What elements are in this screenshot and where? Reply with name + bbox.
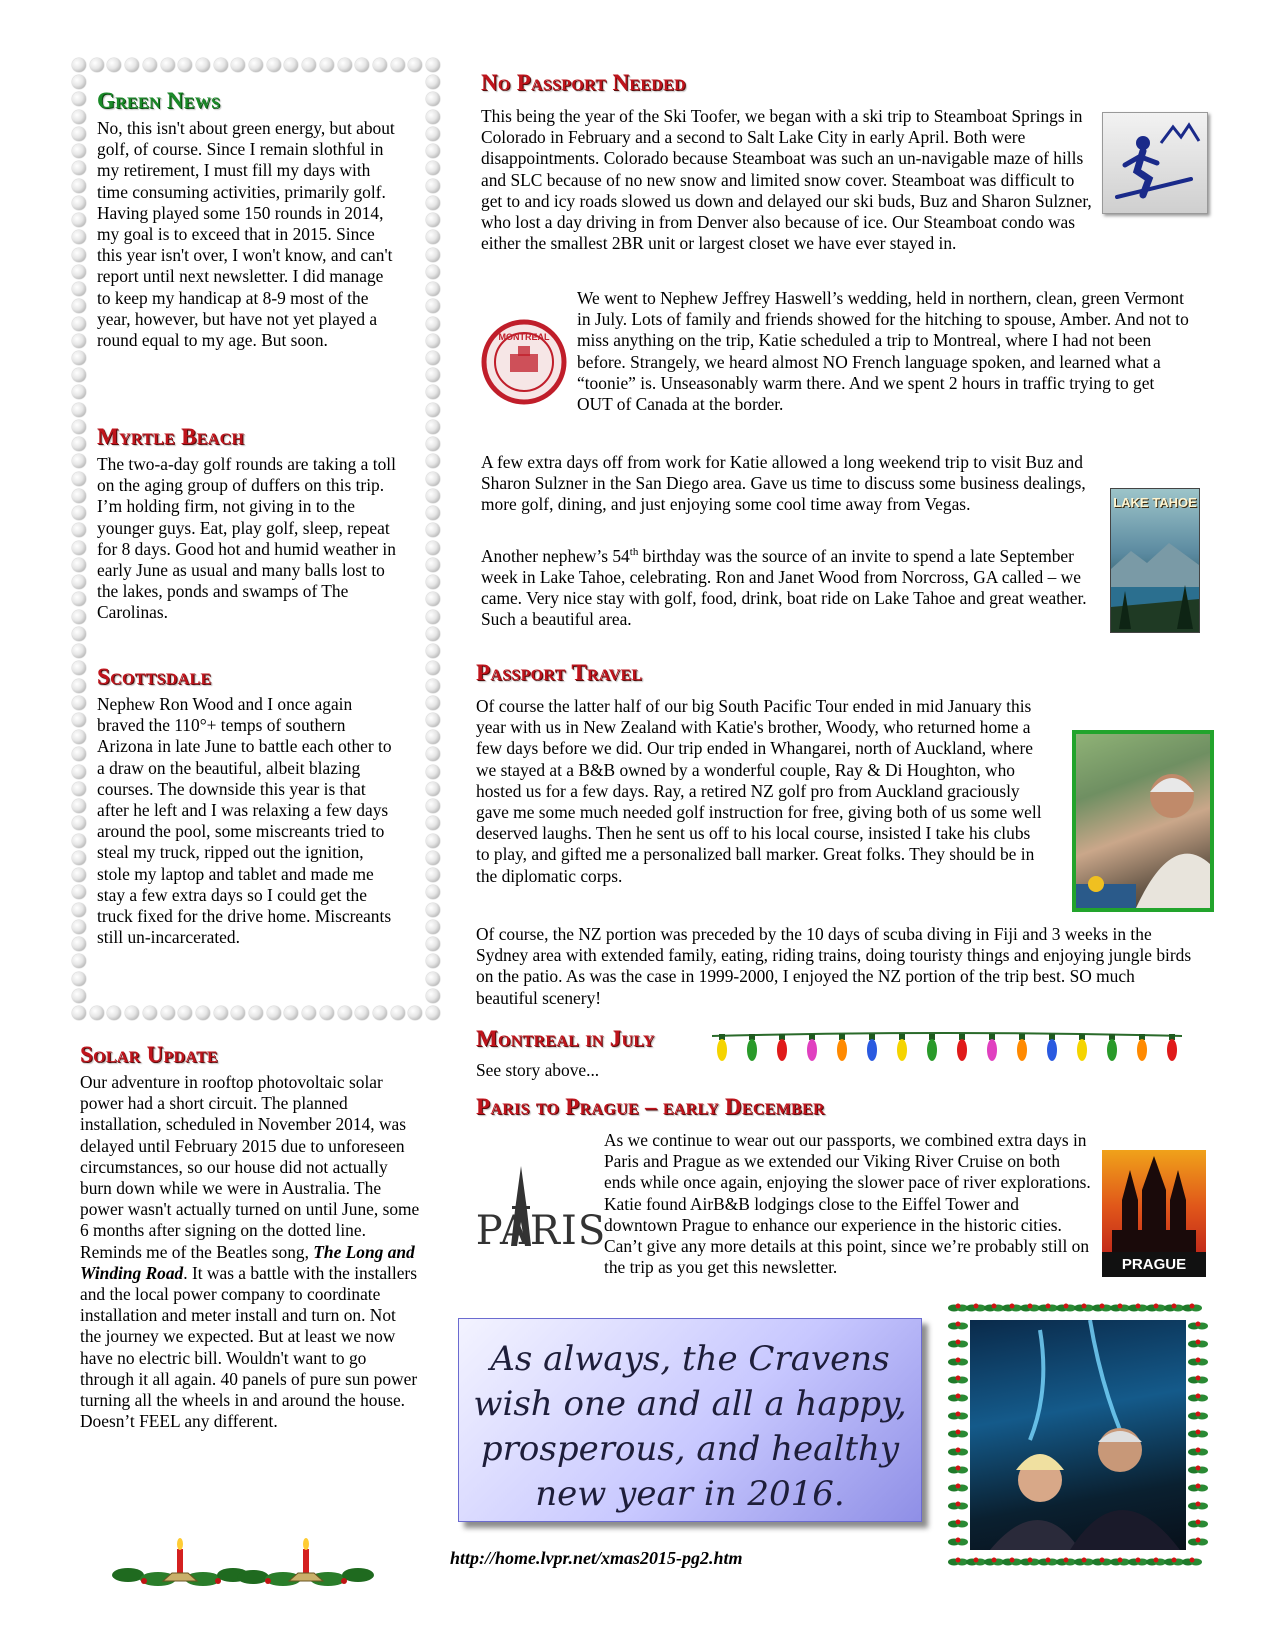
holly-leaf-icon [948,1322,968,1330]
holly-leaf-icon [948,1304,968,1312]
golf-ball-icon [373,58,387,72]
golf-ball-icon [107,58,121,72]
golf-ball-icon [72,644,86,658]
golf-ball-icon [72,489,86,503]
montreal-july-body: See story above... [476,1060,600,1080]
golf-ball-icon [214,58,228,72]
holly-leaf-icon [1110,1558,1130,1566]
golf-ball-icon [161,1006,175,1020]
golf-ball-icon [72,454,86,468]
golf-ball-icon [426,437,440,451]
prague-image [1102,1150,1206,1277]
holly-leaf-icon [1164,1304,1184,1312]
golf-ball-icon [125,58,139,72]
paris-prague-section [476,1094,1096,1120]
golf-ball-icon [426,92,440,106]
golf-ball-icon [426,696,440,710]
golf-ball-icon [320,58,334,72]
golf-ball-icon [72,920,86,934]
solar-update-section [80,1042,420,1432]
golf-ball-icon [72,627,86,641]
golf-ball-icon [426,230,440,244]
holly-leaf-icon [1002,1304,1022,1312]
golf-ball-icon [72,110,86,124]
christmas-bulb-icon [717,1034,727,1061]
golf-ball-icon [391,58,405,72]
golf-ball-icon [391,1006,405,1020]
golf-ball-icon [426,420,440,434]
golf-ball-icon [72,523,86,537]
golf-ball-icon [196,58,210,72]
golf-ball-icon [72,782,86,796]
golf-ball-icon [72,885,86,899]
golf-ball-icon [426,920,440,934]
golf-ball-icon [72,937,86,951]
holly-leaf-icon [948,1376,968,1384]
golf-ball-icon [72,696,86,710]
golf-ball-icon [426,834,440,848]
golf-ball-icon [426,868,440,882]
golf-ball-icon [72,868,86,882]
holly-leaf-icon [1038,1304,1058,1312]
golf-ball-icon [72,92,86,106]
golf-ball-icon [426,644,440,658]
golf-ball-icon [426,816,440,830]
myrtle-beach-heading: Myrtle Beach [97,424,245,449]
christmas-bulb-icon [1167,1034,1177,1061]
golf-ball-icon [408,58,422,72]
golf-ball-icon [426,368,440,382]
golf-ball-icon [284,1006,298,1020]
scottsdale-body: Nephew Ron Wood and I once again braved the 110°+ temps of southern Arizona in late June to battle each other to a draw on the beautiful, albeit blazing courses. The downside this year is that after he left and I was relaxing a few days around the pool, some miscreants tried to steal my truck, ripped out the ignition, stole my laptop and tablet and made me stay a few extra days so I could get the truck fixed for the drive home. Miscreants still un-incarcerated. [97,694,392,948]
golf-ball-icon [426,523,440,537]
golf-ball-icon [72,834,86,848]
solar-update-text-2: . It was a battle with the installers and the local power company to coordinate installation and meter install and turn on. Not the journey we expected. But at least we now have no electric bill. Wouldn't want to go through it all again. 40 panels of pure sun power turning all the wheels in and around the house. Doesn’t FEEL any different. [80,1262,418,1432]
golf-ball-icon [426,317,440,331]
holly-leaf-icon [1188,1394,1208,1402]
no-passport-p4-text-b: birthday was the source of an invite to spend a late September week in Lake Tahoe, celebrating. Ron and Janet Wood from Norcross, GA called – we came. Very nice stay with golf, food, drink, boat ride on Lake Tahoe and great weather. Such a beautiful area. [481,545,1087,630]
golf-ball-icon [302,1006,316,1020]
no-passport-p1: This being the year of the Ski Toofer, we began with a ski trip to Steamboat Springs in Colorado in February and a second to Salt Lake City in early April. Both were disappointments. Colorado because Steamboat was such an un-navigable maze of hills and SLC because of no new snow and limited snow cover. Steamboat was difficult to get to and icy roads slowed us down and delayed our ski buds, Buz and Sharon Sulzner, who lost a day driving in from Denver also because of ice. Our Steamboat condo was either the smallest 2BR unit or largest closet we have ever stayed in. [481,106,1092,254]
golf-ball-icon [72,58,86,72]
golf-ball-icon [196,1006,210,1020]
christmas-bulb-icon [927,1034,937,1061]
prague-label: PRAGUE [1121,1256,1187,1273]
golf-ball-icon [72,179,86,193]
golf-ball-icon [72,317,86,331]
christmas-bulb-icon [957,1034,967,1061]
montreal-july-section [476,1026,716,1052]
footer-url[interactable]: http://home.lvpr.net/xmas2015-pg2.htm [450,1548,743,1568]
no-passport-p3: A few extra days off from work for Katie allowed a long weekend trip to visit Buz and Sharon Sulzner in the San Diego area. Gave us time to discuss some business dealings, more golf, dining, and just enjoying some cool time away from Vegas. [481,452,1086,515]
golf-ball-icon [426,489,440,503]
golf-ball-icon [320,1006,334,1020]
green-news-body: No, this isn't about green energy, but about golf, of course. Since I remain slothful in my retirement, I must fill my days with time consuming activities, primarily golf. Having played some 150 rounds in 2014, my goal is to exceed that in 2015. Since this year isn't over, I won't know, and can't report until next newsletter. I did manage to keep my handicap at 8-9 most of the year, however, but have not yet played a round equal to my age. But soon. [97,118,395,351]
golf-ball-icon [267,1006,281,1020]
holly-leaf-icon [1056,1558,1076,1566]
golf-ball-icon [90,1006,104,1020]
golf-ball-icon [426,58,440,72]
holly-leaf-icon [1188,1376,1208,1384]
holly-leaf-icon [948,1538,968,1546]
holly-leaf-icon [1188,1340,1208,1348]
golf-ball-icon [408,1006,422,1020]
greeting-box [458,1318,922,1522]
golf-ball-icon [72,420,86,434]
golf-ball-icon [72,368,86,382]
solar-update-text-1: Our adventure in rooftop photovoltaic solar power had a short circuit. The planned installation, scheduled in November 2014, was delayed until February 2015 due to unforeseen circumstances, so our house did not actually burn down while we were in Australia. The power wasn't actually turned on until June, some 6 months after signing on the dotted line. Reminds me of the Beatles song, [80,1072,420,1262]
golf-ball-icon [426,75,440,89]
golf-ball-icon [426,454,440,468]
golf-ball-icon [72,1006,86,1020]
golf-ball-icon [72,472,86,486]
montreal-stamp-label: MONTREAL [498,332,550,342]
golf-ball-icon [426,747,440,761]
golf-ball-icon [426,144,440,158]
golf-ball-icon [72,575,86,589]
golf-ball-icon [125,1006,139,1020]
holly-leaf-icon [1146,1304,1166,1312]
golf-ball-icon [426,265,440,279]
golf-ball-icon [426,610,440,624]
golf-ball-icon [214,1006,228,1020]
paris-prague-heading: Paris to Prague – early December [476,1094,825,1119]
holly-leaf-icon [1188,1538,1208,1546]
myrtle-beach-section [97,424,399,624]
greeting-line-1: As always, the Cravens [490,1339,890,1379]
golf-ball-icon [373,1006,387,1020]
holly-leaf-icon [1092,1558,1112,1566]
golf-ball-icon [426,213,440,227]
golf-ball-icon [426,679,440,693]
golf-ball-icon [338,1006,352,1020]
golf-ball-icon [249,58,263,72]
golf-ball-icon [72,558,86,572]
golf-ball-icon [355,58,369,72]
golf-ball-icon [72,213,86,227]
christmas-bulb-icon [1047,1034,1057,1061]
skier-icon [1102,112,1208,214]
golf-ball-icon [72,144,86,158]
holly-leaf-icon [1020,1558,1040,1566]
golf-ball-icon [426,1006,440,1020]
golf-ball-icon [72,765,86,779]
golf-ball-icon [161,58,175,72]
golf-ball-icon [426,334,440,348]
holly-leaf-icon [1056,1304,1076,1312]
golf-ball-icon [72,989,86,1003]
holly-leaf-icon [1038,1558,1058,1566]
holly-leaf-icon [1182,1304,1202,1312]
golf-ball-icon [72,299,86,313]
christmas-bulb-icon [897,1034,907,1061]
passport-travel-heading: Passport Travel [476,660,643,685]
golf-ball-icon [302,58,316,72]
holly-leaf-icon [1128,1558,1148,1566]
holly-leaf-icon [948,1448,968,1456]
montreal-july-heading: Montreal in July [476,1026,655,1051]
golf-ball-icon [72,541,86,555]
golf-ball-icon [72,903,86,917]
golf-ball-icon [72,385,86,399]
golf-ball-icon [107,1006,121,1020]
golf-ball-icon [426,592,440,606]
golf-ball-icon [426,506,440,520]
holly-leaf-icon [948,1502,968,1510]
holly-leaf-icon [948,1430,968,1438]
golf-ball-icon [426,954,440,968]
holly-leaf-icon [1110,1304,1130,1312]
christmas-lights-strand [712,1028,1182,1068]
golf-ball-icon [72,679,86,693]
golf-ball-icon [72,265,86,279]
golf-ball-icon [178,1006,192,1020]
holly-leaf-icon [984,1558,1004,1566]
golf-ball-icon [72,747,86,761]
golf-ball-icon [72,403,86,417]
lake-tahoe-poster [1110,488,1200,633]
no-passport-section [481,70,1201,96]
christmas-bulb-icon [837,1034,847,1061]
golf-ball-icon [72,127,86,141]
holly-leaf-icon [948,1340,968,1348]
holly-leaf-icon [1188,1448,1208,1456]
golf-ball-icon [426,403,440,417]
holly-leaf-icon [1188,1484,1208,1492]
holly-leaf-icon [1164,1558,1184,1566]
golf-ball-icon [426,782,440,796]
no-passport-heading: No Passport Needed [481,70,686,95]
golf-ball-icon [231,1006,245,1020]
golf-ball-icon [72,713,86,727]
golf-ball-icon [426,885,440,899]
golf-ball-icon [72,954,86,968]
holly-leaf-icon [1074,1304,1094,1312]
christmas-bulb-icon [807,1034,817,1061]
golf-ball-icon [72,437,86,451]
holly-leaf-icon [984,1304,1004,1312]
golf-ball-icon [72,816,86,830]
family-photo [970,1320,1186,1550]
golf-ball-icon [426,575,440,589]
golf-ball-icon [426,937,440,951]
golf-ball-icon [72,972,86,986]
golf-ball-icon [72,610,86,624]
golf-ball-icon [426,851,440,865]
golf-ball-icon [143,1006,157,1020]
paris-prague-body: As we continue to wear out our passports, we combined extra days in Paris and Prague as we extended our Viking River Cruise on both ends while once again, enjoying the slower pace of river explorations. Katie found AirB&B lodgings close to the Eiffel Tower and downtown Prague to enhance our experience in the historic cities. Can’t give any more details at this point, since we’re probably still on the trip as you get this newsletter. [604,1130,1091,1278]
golf-ball-icon [426,299,440,313]
golf-ball-icon [426,661,440,675]
golf-ball-icon [72,334,86,348]
holly-leaf-icon [948,1412,968,1420]
christmas-bulb-icon [1077,1034,1087,1061]
christmas-bulb-icon [1017,1034,1027,1061]
holly-leaf-icon [948,1358,968,1366]
golf-ball-icon [231,58,245,72]
golf-ball-icon [426,385,440,399]
golf-ball-icon [426,127,440,141]
christmas-bulb-icon [777,1034,787,1061]
golf-ball-icon [143,58,157,72]
scottsdale-heading: Scottsdale [97,664,212,689]
holly-leaves [112,1568,374,1586]
holly-leaf-icon [948,1520,968,1528]
holly-leaf-icon [1188,1466,1208,1474]
passport-travel-p1-text: Of course the latter half of our big South Pacific Tour ended in mid January this year with us in New Zealand with Katie's brother, Woody, who returned home a few days before we did. Our trip ended in Whangarei, north of Auckland, where we stayed at a B&B owned by a wonderful couple, Ray & Di Houghton, who hosted us for a few days. Ray, a retired NZ golf pro from Auckland graciously gave me some much needed golf instruction for free, giving both of us some well deserved laughs. Then he sent us off to his local course, insisted I take his clubs to play, and gifted me a personalized ball marker. Great folks. They should be in the diplomatic corps. [476,696,1042,886]
christmas-bulb-icon [1107,1034,1117,1061]
christmas-bulb-icon [867,1034,877,1061]
golf-ball-icon [426,248,440,262]
golf-ball-icon [72,661,86,675]
holly-leaf-icon [1020,1304,1040,1312]
golf-ball-icon [72,506,86,520]
solar-update-body [80,1072,420,1432]
holly-leaf-icon [1002,1558,1022,1566]
holly-leaf-icon [1188,1430,1208,1438]
lake-tahoe-label: LAKE TAHOE [1113,495,1197,510]
holly-leaf-icon [1074,1558,1094,1566]
song-title: The Long and Winding Road [80,1241,415,1283]
paris-logo-text: PARIS [475,1208,607,1250]
woody-photo [1072,730,1214,912]
golf-ball-icon [426,161,440,175]
no-passport-p2-text: We went to Nephew Jeffrey Haswell’s wedding, held in northern, clean, green Vermont in July. Lots of family and friends showed for the hitching to spouse, Amber. And not to miss anything on the trip, Katie scheduled a trip to Montreal, where I had not been before. Strangely, we heard almost NO French language spoken, and learned what a “toonie” is. Unseasonably warm there. And we spent 2 hours in traffic trying to get OUT of Canada at the border. [577,288,1189,415]
holly-leaf-icon [948,1466,968,1474]
golf-ball-icon [72,196,86,210]
golf-ball-icon [426,799,440,813]
golf-ball-icon [267,58,281,72]
holly-leaf-icon [1188,1358,1208,1366]
golf-ball-icon [72,161,86,175]
golf-ball-icon [426,558,440,572]
golf-ball-icon [426,627,440,641]
golf-ball-icon [72,799,86,813]
golf-ball-icon [72,230,86,244]
golf-ball-icon [90,58,104,72]
no-passport-p4 [481,542,1096,631]
passport-travel-p2: Of course, the NZ portion was preceded by the 10 days of scuba diving in Fiji and 3 weeks in the Sydney area with extended family, eating, riding trains, doing touristy things and enjoying jungle birds on the patio. As was the case in 1999-2000, I enjoyed the NZ portion of the trip best. SO much beautiful scenery! [476,924,1192,1008]
golf-ball-icon [72,75,86,89]
holly-leaf-icon [948,1394,968,1402]
ordinal-suffix: th [629,546,639,558]
paris-logo [475,1160,607,1250]
greeting-line-3: prosperous, and healthy [480,1429,900,1469]
golf-ball-icon [72,248,86,262]
scottsdale-section [97,664,399,948]
golf-ball-icon [426,903,440,917]
holly-leaf-icon [948,1484,968,1492]
golf-ball-icon [426,472,440,486]
holly-leaf-icon [1092,1304,1112,1312]
christmas-bulb-icon [987,1034,997,1061]
holly-leaf-icon [1188,1412,1208,1420]
golf-ball-icon [426,196,440,210]
montreal-stamp-image [480,318,568,414]
holly-leaf-icon [1146,1558,1166,1566]
holly-leaf-icon [1188,1502,1208,1510]
golf-ball-icon [249,1006,263,1020]
golf-ball-icon [426,541,440,555]
greeting-line-2: wish one and all a happy, [473,1384,907,1424]
golf-ball-icon [72,282,86,296]
golf-ball-icon [72,851,86,865]
golf-ball-icon [72,730,86,744]
golf-ball-icon [178,58,192,72]
greeting-line-4: new year in 2016. [535,1474,845,1514]
golf-ball-icon [426,110,440,124]
golf-ball-icon [426,713,440,727]
greeting-text [459,1337,921,1517]
golf-ball-icon [426,972,440,986]
golf-ball-icon [284,58,298,72]
golf-ball-icon [355,1006,369,1020]
christmas-bulb-icon [1137,1034,1147,1061]
holly-leaf-icon [966,1304,986,1312]
green-news-heading: Green News [97,88,221,113]
green-news-section [97,88,399,351]
candle-holly-decoration [108,1535,378,1595]
holly-leaf-icon [1128,1304,1148,1312]
holly-leaf-icon [966,1558,986,1566]
solar-update-heading: Solar Update [80,1042,219,1067]
holly-leaf-icon [1188,1322,1208,1330]
golf-ball-icon [72,351,86,365]
myrtle-beach-body: The two-a-day golf rounds are taking a toll on the aging group of duffers on this trip. I’m holding firm, not giving in to the younger guys. Eat, play golf, sleep, repeat for 8 days. Good hot and humid weather in early June as usual and many balls lost to the lakes, ponds and swamps of The Carolinas. [97,454,396,623]
golf-ball-icon [426,989,440,1003]
golf-ball-icon [426,351,440,365]
passport-travel-section [476,660,1196,686]
golf-ball-icon [338,58,352,72]
golf-ball-icon [426,730,440,744]
golf-ball-icon [72,592,86,606]
no-passport-p2 [481,288,1191,418]
no-passport-p4-text-a: Another nephew’s 54 [481,545,630,566]
golf-ball-icon [426,765,440,779]
golf-ball-icon [426,282,440,296]
golf-ball-icon [426,179,440,193]
holly-leaf-icon [1188,1520,1208,1528]
holly-leaf-icon [1182,1558,1202,1566]
holly-leaf-icon [948,1558,968,1566]
christmas-bulb-icon [747,1034,757,1061]
